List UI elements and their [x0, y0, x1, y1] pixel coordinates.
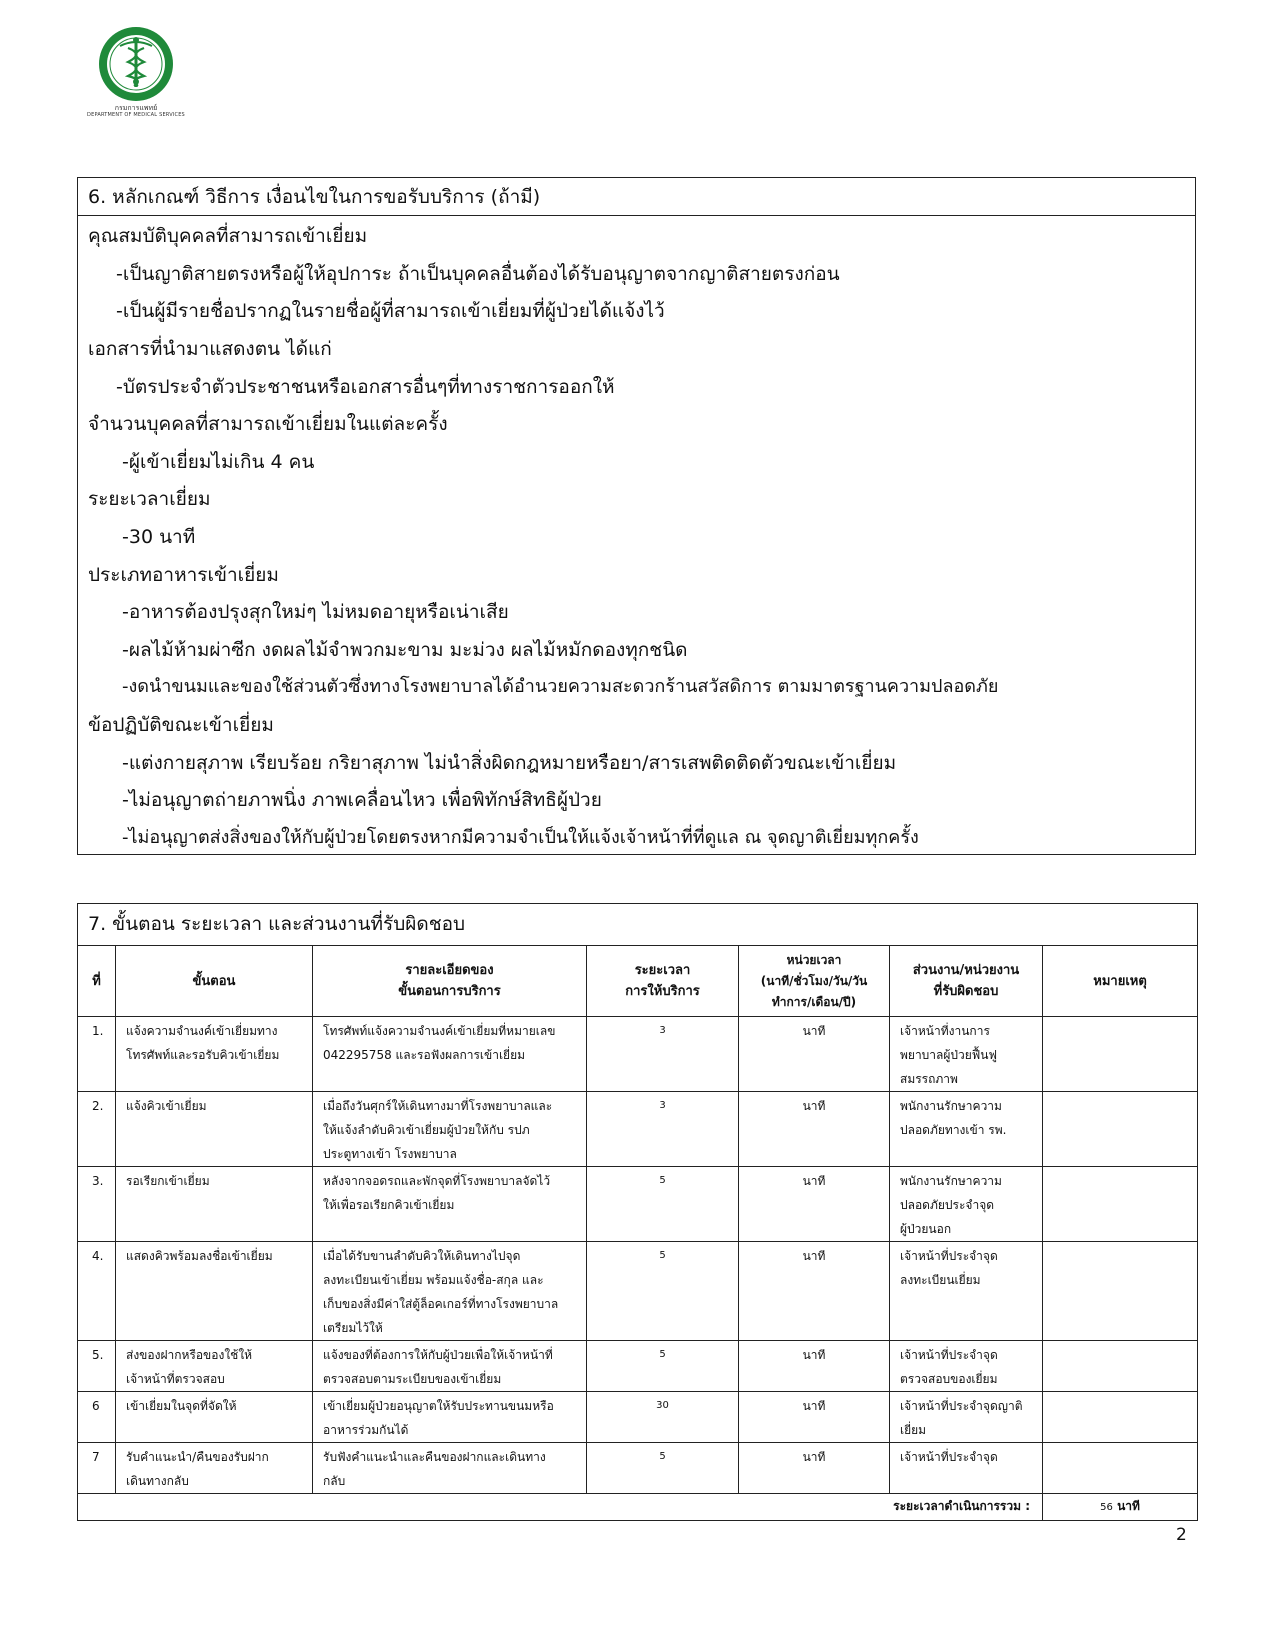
service-time: 3	[587, 1017, 739, 1092]
criteria-line: ข้อปฏิบัติขณะเข้าเยี่ยม	[88, 714, 274, 736]
total-time-unit: นาที	[1117, 1499, 1140, 1513]
criteria-line: -ผู้เข้าเยี่ยมไม่เกิน 4 คน	[122, 451, 315, 473]
step-detail: โทรศัพท์แจ้งความจำนงค์เข้าเยี่ยมที่หมายเลข 042295758 และรอฟังผลการเข้าเยี่ยม	[313, 1017, 587, 1092]
table-row	[78, 1092, 1198, 1167]
service-time: 5	[587, 1167, 739, 1242]
criteria-line: คุณสมบัติบุคคลที่สามารถเข้าเยี่ยม	[88, 225, 368, 247]
table-row	[78, 1443, 1198, 1494]
responsible-department: เจ้าหน้าที่ประจำจุด ตรวจสอบของเยี่ยม	[890, 1341, 1043, 1392]
header-unit: หน่วยเวลา (นาที/ชั่วโมง/วัน/วัน ทำการ/เดือน/ปี)	[739, 946, 890, 1017]
page-number: 2	[1176, 1525, 1187, 1545]
criteria-line: -งดนำขนมและของใช้ส่วนตัวซึ่งทางโรงพยาบาลได้อำนวยความสะดวกร้านสวัสดิการ ตามมาตรฐานความปลอดภัย	[122, 676, 999, 697]
row-number: 5.	[78, 1341, 116, 1392]
row-number: 2.	[78, 1092, 116, 1167]
remark	[1043, 1092, 1198, 1167]
row-number: 4.	[78, 1242, 116, 1341]
criteria-line: -เป็นญาติสายตรงหรือผู้ให้อุปการะ ถ้าเป็นบุคคลอื่นต้องได้รับอนุญาตจากญาติสายตรงก่อน	[116, 263, 840, 285]
responsible-department: พนักงานรักษาความ ปลอดภัยประจำจุด ผู้ป่วยนอก	[890, 1167, 1043, 1242]
criteria-line: ระยะเวลาเยี่ยม	[88, 488, 211, 510]
criteria-line: -แต่งกายสุภาพ เรียบร้อย กริยาสุภาพ ไม่นำสิ่งผิดกฎหมายหรือยา/สารเสพติดติดตัวขณะเข้าเยี่ยม	[122, 752, 897, 774]
service-time: 5	[587, 1242, 739, 1341]
table-row	[78, 1242, 1198, 1341]
section-7-title: 7. ขั้นตอน ระยะเวลา และส่วนงานที่รับผิดชอบ	[78, 904, 1198, 946]
step-name: ส่งของฝากหรือของใช้ให้ เจ้าหน้าที่ตรวจสอบ	[116, 1341, 313, 1392]
row-number: 7	[78, 1443, 116, 1494]
step-detail: เมื่อถึงวันศุกร์ให้เดินทางมาที่โรงพยาบาลและ ให้แจ้งลำดับคิวเข้าเยี่ยมผู้ป่วยให้กับ รปภ ประตูทางเข้า โรงพยาบาล	[313, 1092, 587, 1167]
section-6-box	[77, 177, 1196, 855]
total-time-label: ระยะเวลาดำเนินการรวม :	[78, 1494, 1043, 1521]
responsible-department: เจ้าหน้าที่ประจำจุด	[890, 1443, 1043, 1494]
criteria-line: -เป็นผู้มีรายชื่อปรากฏในรายชื่อผู้ที่สามารถเข้าเยี่ยมที่ผู้ป่วยได้แจ้งไว้	[116, 300, 665, 322]
criteria-line: -ผลไม้ห้ามผ่าซีก งดผลไม้จำพวกมะขาม มะม่วง ผลไม้หมักดองทุกชนิด	[122, 639, 688, 661]
responsible-department: เจ้าหน้าที่ประจำจุดญาติ เยี่ยม	[890, 1392, 1043, 1443]
table-row	[78, 1017, 1198, 1092]
time-unit: นาที	[739, 1242, 890, 1341]
time-unit: นาที	[739, 1392, 890, 1443]
total-time-value	[1043, 1494, 1198, 1521]
total-time-number: 56	[1100, 1502, 1113, 1513]
row-number: 6	[78, 1392, 116, 1443]
step-name: รอเรียกเข้าเยี่ยม	[116, 1167, 313, 1242]
row-number: 1.	[78, 1017, 116, 1092]
table-row	[78, 1341, 1198, 1392]
remark	[1043, 1341, 1198, 1392]
step-detail: เมื่อได้รับขานลำดับคิวให้เดินทางไปจุด ลงทะเบียนเข้าเยี่ยม พร้อมแจ้งชื่อ-สกุล และ เก็บของสิ่งมีค่าใส่ตู้ล็อคเกอร์ที่ทางโรงพยาบาล เตรียมไว้ให้	[313, 1242, 587, 1341]
step-name: เข้าเยี่ยมในจุดที่จัดให้	[116, 1392, 313, 1443]
step-name: แสดงคิวพร้อมลงชื่อเข้าเยี่ยม	[116, 1242, 313, 1341]
service-time: 5	[587, 1443, 739, 1494]
step-detail: หลังจากจอดรถและพักจุดที่โรงพยาบาลจัดไว้ ให้เพื่อรอเรียกคิวเข้าเยี่ยม	[313, 1167, 587, 1242]
criteria-line: เอกสารที่นำมาแสดงตน ได้แก่	[88, 338, 332, 360]
time-unit: นาที	[739, 1443, 890, 1494]
header-no: ที่	[78, 946, 116, 1017]
criteria-line: -อาหารต้องปรุงสุกใหม่ๆ ไม่หมดอายุหรือเน่าเสีย	[122, 601, 509, 623]
section-6-title: 6. หลักเกณฑ์ วิธีการ เงื่อนไขในการขอรับบริการ (ถ้ามี)	[78, 178, 1195, 216]
remark	[1043, 1392, 1198, 1443]
step-detail: แจ้งของที่ต้องการให้กับผู้ป่วยเพื่อให้เจ้าหน้าที่ ตรวจสอบตามระเบียบของเข้าเยี่ยม	[313, 1341, 587, 1392]
procedure-table	[77, 903, 1198, 1521]
criteria-line: จำนวนบุคคลที่สามารถเข้าเยี่ยมในแต่ละครั้ง	[88, 413, 448, 435]
header-department: ส่วนงาน/หน่วยงาน ที่รับผิดชอบ	[890, 946, 1043, 1017]
table-row	[78, 1392, 1198, 1443]
header-remark: หมายเหตุ	[1043, 946, 1198, 1017]
header-detail: รายละเอียดของ ขั้นตอนการบริการ	[313, 946, 587, 1017]
responsible-department: เจ้าหน้าที่งานการ พยาบาลผู้ป่วยฟื้นฟู สมรรถภาพ	[890, 1017, 1043, 1092]
header-step: ขั้นตอน	[116, 946, 313, 1017]
service-time: 5	[587, 1341, 739, 1392]
header-time: ระยะเวลา การให้บริการ	[587, 946, 739, 1017]
time-unit: นาที	[739, 1092, 890, 1167]
service-time: 30	[587, 1392, 739, 1443]
step-name: แจ้งคิวเข้าเยี่ยม	[116, 1092, 313, 1167]
step-name: รับคำแนะนำ/คืนของรับฝาก เดินทางกลับ	[116, 1443, 313, 1494]
criteria-line: -ไม่อนุญาตถ่ายภาพนิ่ง ภาพเคลื่อนไหว เพื่อพิทักษ์สิทธิผู้ป่วย	[122, 789, 602, 811]
remark	[1043, 1167, 1198, 1242]
time-unit: นาที	[739, 1017, 890, 1092]
time-unit: นาที	[739, 1341, 890, 1392]
logo-caption-thai: กรมการแพทย์	[114, 104, 158, 112]
criteria-line: -30 นาที	[122, 526, 196, 548]
logo-caption-english: DEPARTMENT OF MEDICAL SERVICES	[87, 112, 185, 118]
step-detail: รับฟังคำแนะนำและคืนของฝากและเดินทาง กลับ	[313, 1443, 587, 1494]
table-row	[78, 1167, 1198, 1242]
step-detail: เข้าเยี่ยมผู้ป่วยอนุญาตให้รับประทานขนมหรือ อาหารร่วมกันได้	[313, 1392, 587, 1443]
row-number: 3.	[78, 1167, 116, 1242]
criteria-line: ประเภทอาหารเข้าเยี่ยม	[88, 564, 279, 586]
responsible-department: พนักงานรักษาความ ปลอดภัยทางเข้า รพ.	[890, 1092, 1043, 1167]
criteria-line: -ไม่อนุญาตส่งสิ่งของให้กับผู้ป่วยโดยตรงหากมีความจำเป็นให้แจ้งเจ้าหน้าที่ที่ดูแล ณ จุดญาติเยี่ยมทุกครั้ง	[122, 827, 919, 848]
remark	[1043, 1017, 1198, 1092]
remark	[1043, 1443, 1198, 1494]
remark	[1043, 1242, 1198, 1341]
step-name: แจ้งความจำนงค์เข้าเยี่ยมทาง โทรศัพท์และรอรับคิวเข้าเยี่ยม	[116, 1017, 313, 1092]
criteria-line: -บัตรประจำตัวประชาชนหรือเอกสารอื่นๆที่ทางราชการออกให้	[116, 376, 615, 398]
time-unit: นาที	[739, 1167, 890, 1242]
service-time: 3	[587, 1092, 739, 1167]
responsible-department: เจ้าหน้าที่ประจำจุด ลงทะเบียนเยี่ยม	[890, 1242, 1043, 1341]
